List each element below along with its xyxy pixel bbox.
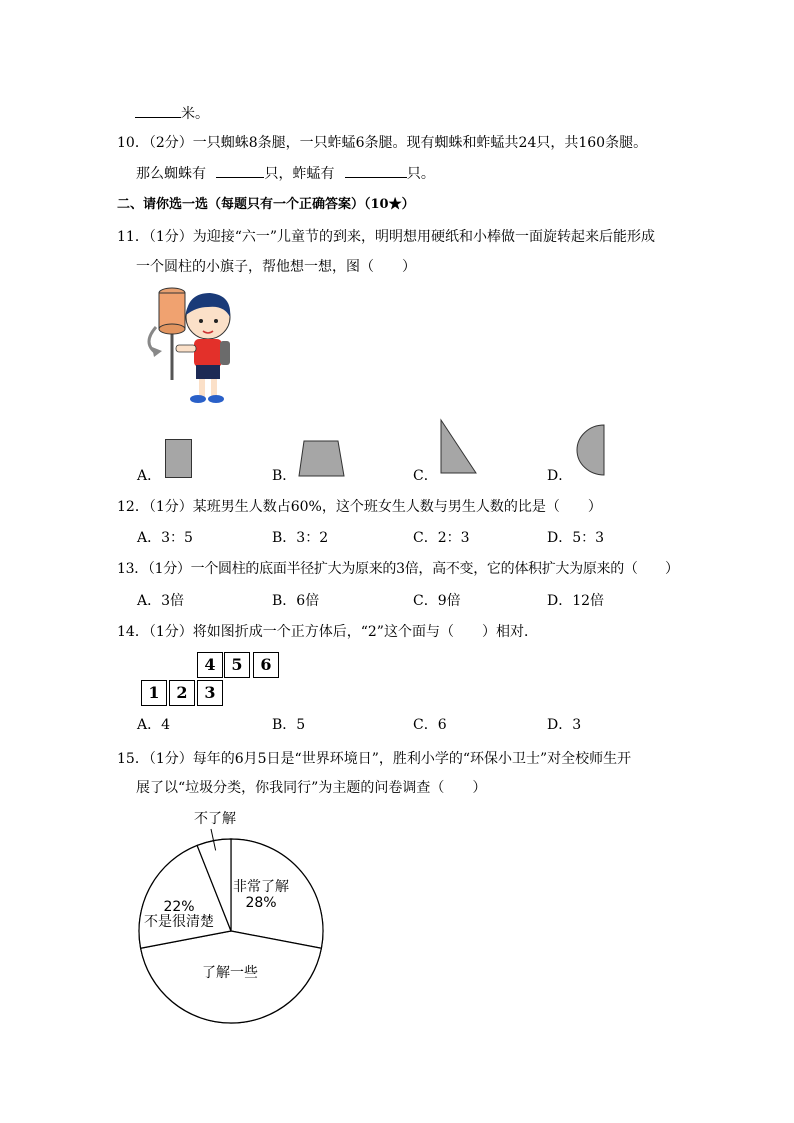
q13-option-c[interactable]: C．9倍 bbox=[413, 593, 461, 609]
q10-blank-spiders[interactable] bbox=[216, 163, 264, 178]
q15-stem-line1: 15．（1分）每年的6月5日是“世界环境日”，胜利小学的“环保小卫士”对全校师生开 bbox=[117, 751, 632, 767]
q11-option-d[interactable]: D． bbox=[547, 468, 573, 484]
q11-stem-line2: 一个圆柱的小旗子，帮他想一想，图（ ） bbox=[136, 259, 416, 275]
q12-option-b[interactable]: B．3：2 bbox=[272, 530, 329, 546]
q9-unit: 米。 bbox=[181, 106, 209, 122]
q11-option-b[interactable]: B． bbox=[272, 468, 297, 484]
survey-pie-chart bbox=[130, 800, 330, 1030]
section-2-heading: 二、请你选一选（每题只有一个正确答案）（10★） bbox=[117, 197, 415, 212]
net-face-6: 6 bbox=[253, 652, 279, 678]
q12-option-d[interactable]: D．5：3 bbox=[547, 530, 605, 546]
rectangle-shape bbox=[165, 439, 193, 479]
q9-answer-line bbox=[135, 103, 209, 124]
q14-option-d[interactable]: D．3 bbox=[547, 717, 582, 733]
q12-stem: 12．（1分）某班男生人数占60%，这个班女生人数与男生人数的比是（ ） bbox=[117, 499, 602, 515]
q13-option-b[interactable]: B．6倍 bbox=[272, 593, 320, 609]
trapezoid-shape bbox=[298, 440, 346, 478]
q13-stem: 13．（1分）一个圆柱的底面半径扩大为原来的3倍，高不变，它的体积扩大为原来的（ ） bbox=[117, 561, 679, 577]
q12-option-c[interactable]: C．2：3 bbox=[413, 530, 470, 546]
q15-stem-line2: 展了以“垃圾分类，你我同行”为主题的问卷调查（ ） bbox=[136, 780, 487, 796]
q10-stem-line1: 10．（2分）一只蜘蛛8条腿，一只蚱蜢6条腿。现有蜘蛛和蚱蜢共24只，共160条腿。 bbox=[117, 135, 648, 151]
pie-label-1: 了解一些 bbox=[202, 965, 258, 981]
pie-label-0: 非常了解 bbox=[233, 879, 289, 895]
q10-stem-line2 bbox=[136, 163, 435, 184]
q9-blank[interactable] bbox=[135, 103, 181, 118]
q12-option-a[interactable]: A．3：5 bbox=[137, 530, 193, 546]
q10-text-c: 只。 bbox=[406, 166, 435, 182]
boy-flag-illustration bbox=[140, 285, 240, 410]
q10-text-b: 只，蚱蜢有 bbox=[264, 166, 335, 182]
net-face-5: 5 bbox=[224, 652, 250, 678]
pie-value-label-0: 28% bbox=[245, 895, 277, 911]
q11-option-c[interactable]: C． bbox=[413, 468, 438, 484]
pie-label-3: 不了解 bbox=[194, 811, 236, 827]
q11-stem-line1: 11．（1分）为迎接“六一”儿童节的到来，明明想用硬纸和小棒做一面旋转起来后能形成 bbox=[117, 229, 656, 245]
q14-stem: 14．（1分）将如图折成一个正方体后，“2”这个面与（ ）相对． bbox=[117, 624, 538, 640]
q11-option-a[interactable]: A． bbox=[137, 468, 162, 484]
net-face-2: 2 bbox=[169, 680, 195, 706]
q13-option-d[interactable]: D．12倍 bbox=[547, 593, 605, 609]
q10-text-a: 那么蜘蛛有 bbox=[136, 166, 206, 182]
pie-label-2: 不是很清楚 bbox=[144, 914, 214, 930]
net-face-1: 1 bbox=[141, 680, 167, 706]
right-triangle-shape bbox=[440, 419, 478, 475]
q14-option-b[interactable]: B．5 bbox=[272, 717, 306, 733]
semicircle-shape bbox=[575, 424, 607, 476]
q14-option-a[interactable]: A．4 bbox=[137, 717, 171, 733]
q14-option-c[interactable]: C．6 bbox=[413, 717, 447, 733]
q13-option-a[interactable]: A．3倍 bbox=[137, 593, 185, 609]
net-face-3: 3 bbox=[197, 680, 223, 706]
net-face-4: 4 bbox=[197, 652, 223, 678]
q10-blank-grasshoppers[interactable] bbox=[345, 163, 407, 178]
pie-value-label-2: 22% bbox=[163, 899, 195, 915]
